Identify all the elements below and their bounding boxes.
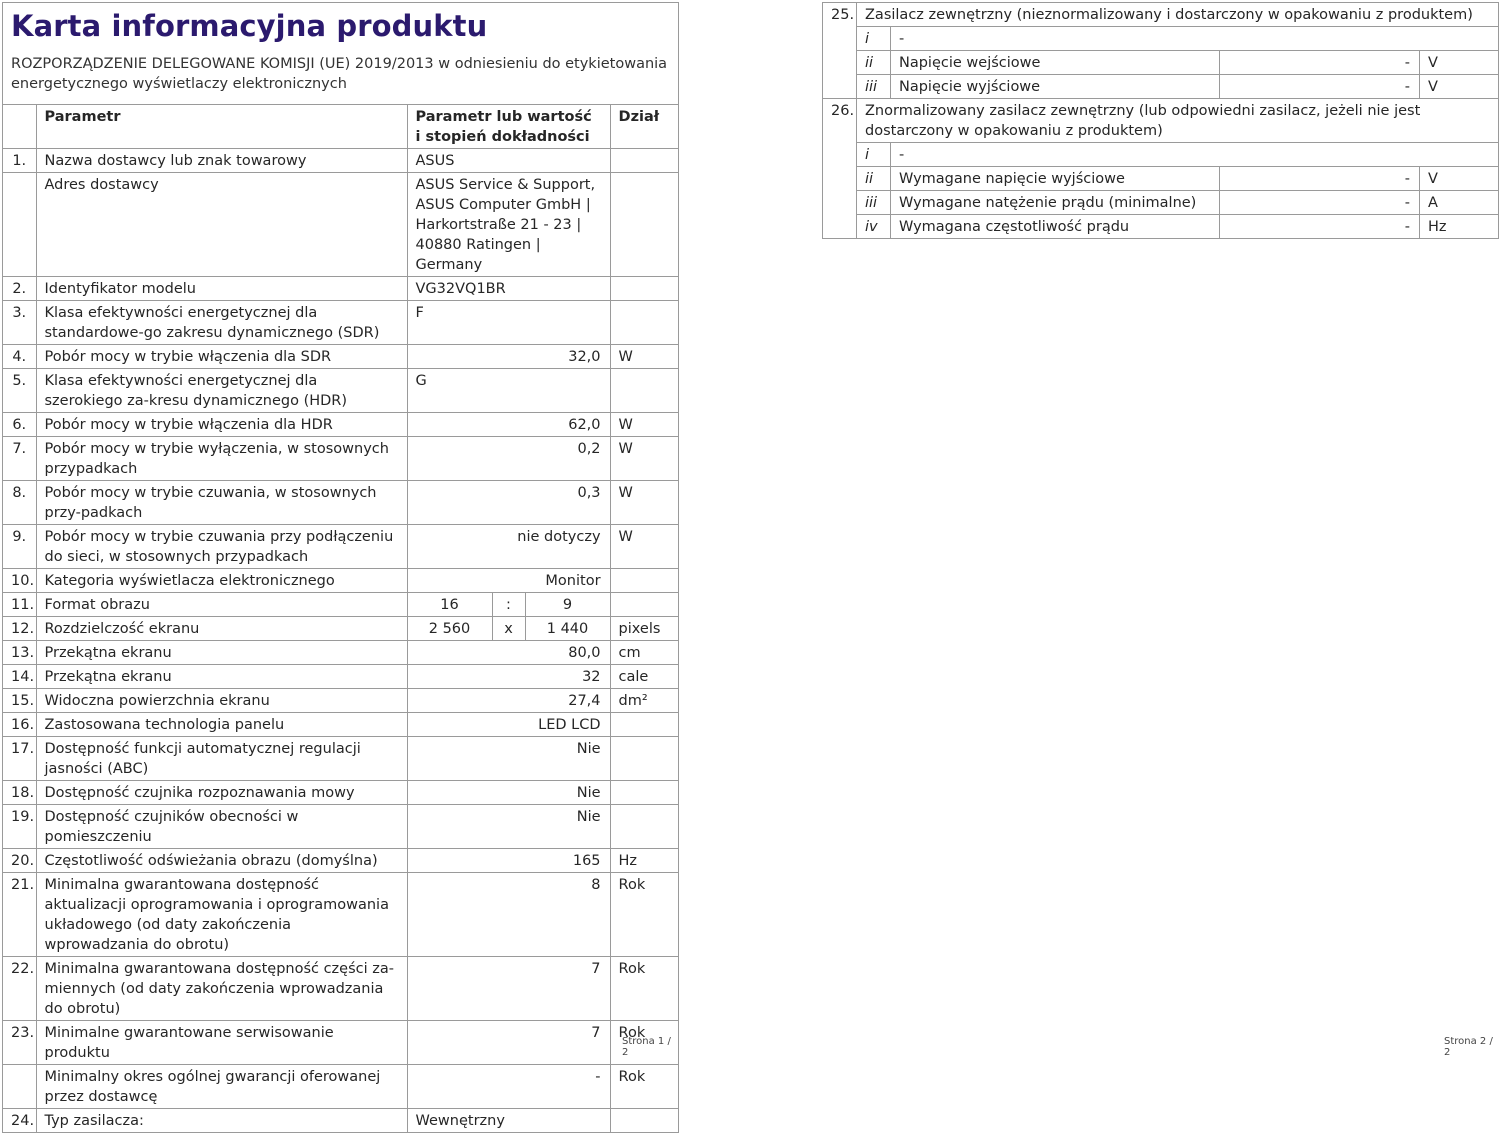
table-row (3, 737, 678, 781)
sub-row-roman: i (857, 27, 891, 51)
sub-row-value: - (1220, 51, 1420, 75)
sub-row (823, 51, 1499, 75)
row-number: 10. (3, 569, 36, 593)
sub-row-value: - (1220, 215, 1420, 239)
row-unit: cm (610, 641, 678, 665)
row-parameter: Zastosowana technologia panelu (36, 713, 407, 737)
row-parameter: Przekątna ekranu (36, 641, 407, 665)
sub-row-roman: iii (857, 75, 891, 99)
row-value-separator: x (492, 617, 525, 641)
row-value-second: 9 (525, 593, 610, 617)
row-number: 2. (3, 277, 36, 301)
row-value: 32,0 (407, 345, 610, 369)
item-title-row (823, 3, 1499, 27)
row-unit (610, 277, 678, 301)
row-unit: Rok (610, 1065, 678, 1109)
row-parameter: Minimalna gwarantowana dostępność części za-miennych (od daty zakończenia wprowadzania do obrotu) (36, 957, 407, 1021)
sub-row (823, 215, 1499, 239)
table-row (3, 413, 678, 437)
header-value: Parametr lub wartość i stopień dokładności (407, 105, 610, 149)
row-number: 19. (3, 805, 36, 849)
sub-row-label: - (891, 143, 1499, 167)
row-value: 0,3 (407, 481, 610, 525)
item-title-row (823, 99, 1499, 143)
row-unit (610, 593, 678, 617)
row-value: 7 (407, 957, 610, 1021)
row-parameter: Rozdzielczość ekranu (36, 617, 407, 641)
table-row (3, 437, 678, 481)
row-value-separator: : (492, 593, 525, 617)
table-row (3, 301, 678, 345)
table-row (3, 617, 678, 641)
row-value: Nie (407, 805, 610, 849)
row-value: 80,0 (407, 641, 610, 665)
row-number: 22. (3, 957, 36, 1021)
row-number: 4. (3, 345, 36, 369)
page-number: Strona 2 / 2 (1444, 1036, 1493, 1058)
row-unit (610, 737, 678, 781)
row-unit: W (610, 437, 678, 481)
row-value: nie dotyczy (407, 525, 610, 569)
row-parameter: Minimalna gwarantowana dostępność aktualizacji oprogramowania i oprogramowania układowego (od daty zakończenia wprowadzania do obrotu) (36, 873, 407, 957)
table-row (3, 1021, 678, 1065)
row-unit: Rok (610, 957, 678, 1021)
sub-row (823, 191, 1499, 215)
table-row (3, 345, 678, 369)
row-unit: W (610, 481, 678, 525)
row-value: 27,4 (407, 689, 610, 713)
row-parameter: Dostępność czujnika rozpoznawania mowy (36, 781, 407, 805)
sub-row (823, 75, 1499, 99)
row-value: 0,2 (407, 437, 610, 481)
item-number: 26. (823, 99, 857, 239)
row-unit (610, 301, 678, 345)
row-parameter: Nazwa dostawcy lub znak towarowy (36, 149, 407, 173)
page-2 (820, 0, 1500, 1058)
row-value-first: 16 (407, 593, 492, 617)
row-value: Nie (407, 781, 610, 805)
sub-row-label: Wymagane napięcie wyjściowe (891, 167, 1220, 191)
row-number: 11. (3, 593, 36, 617)
row-unit: Rok (610, 1021, 678, 1065)
page-1 (0, 0, 680, 1129)
sub-row-unit: V (1420, 51, 1499, 75)
row-parameter: Przekątna ekranu (36, 665, 407, 689)
sub-row-unit: V (1420, 75, 1499, 99)
row-number: 17. (3, 737, 36, 781)
table-row (3, 665, 678, 689)
table-row (3, 713, 678, 737)
row-parameter: Minimalny okres ogólnej gwarancji oferowanej przez dostawcę (36, 1065, 407, 1109)
sub-row-value: - (1220, 167, 1420, 191)
row-parameter: Pobór mocy w trybie włączenia dla SDR (36, 345, 407, 369)
row-value: 165 (407, 849, 610, 873)
page-title: Karta informacyjna produktu (11, 9, 488, 43)
row-unit: Hz (610, 849, 678, 873)
row-number (3, 1065, 36, 1109)
row-number: 24. (3, 1109, 36, 1133)
row-number: 21. (3, 873, 36, 957)
sub-row-roman: iv (857, 215, 891, 239)
row-unit: W (610, 413, 678, 437)
sub-row-value: - (1220, 191, 1420, 215)
table-row (3, 593, 678, 617)
row-parameter: Adres dostawcy (36, 173, 407, 277)
sub-row-unit: V (1420, 167, 1499, 191)
row-value: LED LCD (407, 713, 610, 737)
row-value: 8 (407, 873, 610, 957)
item-title: Zasilacz zewnętrzny (nieznormalizowany i dostarczony w opakowaniu z produktem) (857, 3, 1499, 27)
sub-row (823, 143, 1499, 167)
row-number: 14. (3, 665, 36, 689)
row-parameter: Pobór mocy w trybie czuwania przy podłączeniu do sieci, w stosownych przypadkach (36, 525, 407, 569)
row-unit (610, 569, 678, 593)
row-value: 62,0 (407, 413, 610, 437)
sub-row-roman: ii (857, 51, 891, 75)
row-unit (610, 149, 678, 173)
row-parameter: Pobór mocy w trybie włączenia dla HDR (36, 413, 407, 437)
row-number: 8. (3, 481, 36, 525)
row-parameter: Pobór mocy w trybie wyłączenia, w stosownych przypadkach (36, 437, 407, 481)
table-row (3, 173, 678, 277)
row-number: 16. (3, 713, 36, 737)
row-number: 6. (3, 413, 36, 437)
table-header-row (3, 105, 678, 149)
table-row (3, 525, 678, 569)
row-number: 20. (3, 849, 36, 873)
row-parameter: Minimalne gwarantowane serwisowanie produktu (36, 1021, 407, 1065)
table-row (3, 569, 678, 593)
row-unit: dm² (610, 689, 678, 713)
row-value-second: 1 440 (525, 617, 610, 641)
row-unit (610, 173, 678, 277)
row-parameter: Klasa efektywności energetycznej dla standardowe-go zakresu dynamicznego (SDR) (36, 301, 407, 345)
row-number: 5. (3, 369, 36, 413)
row-parameter: Klasa efektywności energetycznej dla szerokiego za-kresu dynamicznego (HDR) (36, 369, 407, 413)
row-unit (610, 1109, 678, 1133)
table-row (3, 873, 678, 957)
header-parameter: Parametr (36, 105, 407, 149)
table-row (3, 805, 678, 849)
item-title: Znormalizowany zasilacz zewnętrzny (lub odpowiedni zasilacz, jeżeli nie jest dostarczony w opakowaniu z produktem) (857, 99, 1499, 143)
sub-row-label: Napięcie wejściowe (891, 51, 1220, 75)
regulation-subtitle: ROZPORZĄDZENIE DELEGOWANE KOMISJI (UE) 2019/2013 w odniesieniu do etykietowania energetycznego wyświetlaczy elektronicznych (3, 48, 678, 105)
row-number: 23. (3, 1021, 36, 1065)
table-row (3, 689, 678, 713)
row-value: 7 (407, 1021, 610, 1065)
sub-row (823, 27, 1499, 51)
item-number: 25. (823, 3, 857, 99)
row-number: 7. (3, 437, 36, 481)
row-unit (610, 369, 678, 413)
row-parameter: Dostępność czujników obecności w pomieszczeniu (36, 805, 407, 849)
sub-row-value: - (1220, 75, 1420, 99)
sub-row-unit: Hz (1420, 215, 1499, 239)
sub-row-label: Napięcie wyjściowe (891, 75, 1220, 99)
row-value: 32 (407, 665, 610, 689)
row-number: 13. (3, 641, 36, 665)
parameter-table (3, 105, 678, 1132)
page-number: Strona 1 / 2 (622, 1036, 671, 1058)
row-parameter: Widoczna powierzchnia ekranu (36, 689, 407, 713)
row-parameter: Pobór mocy w trybie czuwania, w stosownych przy-padkach (36, 481, 407, 525)
row-unit: pixels (610, 617, 678, 641)
row-parameter: Identyfikator modelu (36, 277, 407, 301)
row-value: F (407, 301, 610, 345)
row-value: Wewnętrzny (407, 1109, 610, 1133)
product-fiche (2, 2, 679, 1133)
table-row (3, 641, 678, 665)
row-number: 1. (3, 149, 36, 173)
row-parameter: Częstotliwość odświeżania obrazu (domyślna) (36, 849, 407, 873)
row-parameter: Kategoria wyświetlacza elektronicznego (36, 569, 407, 593)
sub-row-unit: A (1420, 191, 1499, 215)
row-parameter: Typ zasilacza: (36, 1109, 407, 1133)
sub-row-roman: iii (857, 191, 891, 215)
row-value: VG32VQ1BR (407, 277, 610, 301)
row-number: 18. (3, 781, 36, 805)
table-row (3, 849, 678, 873)
sub-row-roman: ii (857, 167, 891, 191)
table-row (3, 481, 678, 525)
table-row (3, 957, 678, 1021)
row-unit: cale (610, 665, 678, 689)
table-row (3, 369, 678, 413)
table-row (3, 149, 678, 173)
row-unit (610, 713, 678, 737)
row-value: - (407, 1065, 610, 1109)
row-unit (610, 781, 678, 805)
row-unit: Rok (610, 873, 678, 957)
sub-row-label: Wymagana częstotliwość prądu (891, 215, 1220, 239)
row-value: Nie (407, 737, 610, 781)
power-supply-table (822, 2, 1499, 239)
row-value-first: 2 560 (407, 617, 492, 641)
row-number: 3. (3, 301, 36, 345)
row-parameter: Format obrazu (36, 593, 407, 617)
table-row (3, 1109, 678, 1133)
row-value: Monitor (407, 569, 610, 593)
row-number (3, 173, 36, 277)
row-number: 12. (3, 617, 36, 641)
sub-row-label: - (891, 27, 1499, 51)
row-parameter: Dostępność funkcji automatycznej regulacji jasności (ABC) (36, 737, 407, 781)
row-number: 9. (3, 525, 36, 569)
row-unit (610, 805, 678, 849)
sub-row-label: Wymagane natężenie prądu (minimalne) (891, 191, 1220, 215)
row-value: ASUS Service & Support, ASUS Computer GmbH | Harkortstraße 21 - 23 | 40880 Ratingen | Germany (407, 173, 610, 277)
row-number: 15. (3, 689, 36, 713)
table-row (3, 1065, 678, 1109)
row-value: G (407, 369, 610, 413)
row-unit: W (610, 345, 678, 369)
row-value: ASUS (407, 149, 610, 173)
row-unit: W (610, 525, 678, 569)
sub-row (823, 167, 1499, 191)
sub-row-roman: i (857, 143, 891, 167)
table-row (3, 781, 678, 805)
table-row (3, 277, 678, 301)
header-unit: Dział (610, 105, 678, 149)
